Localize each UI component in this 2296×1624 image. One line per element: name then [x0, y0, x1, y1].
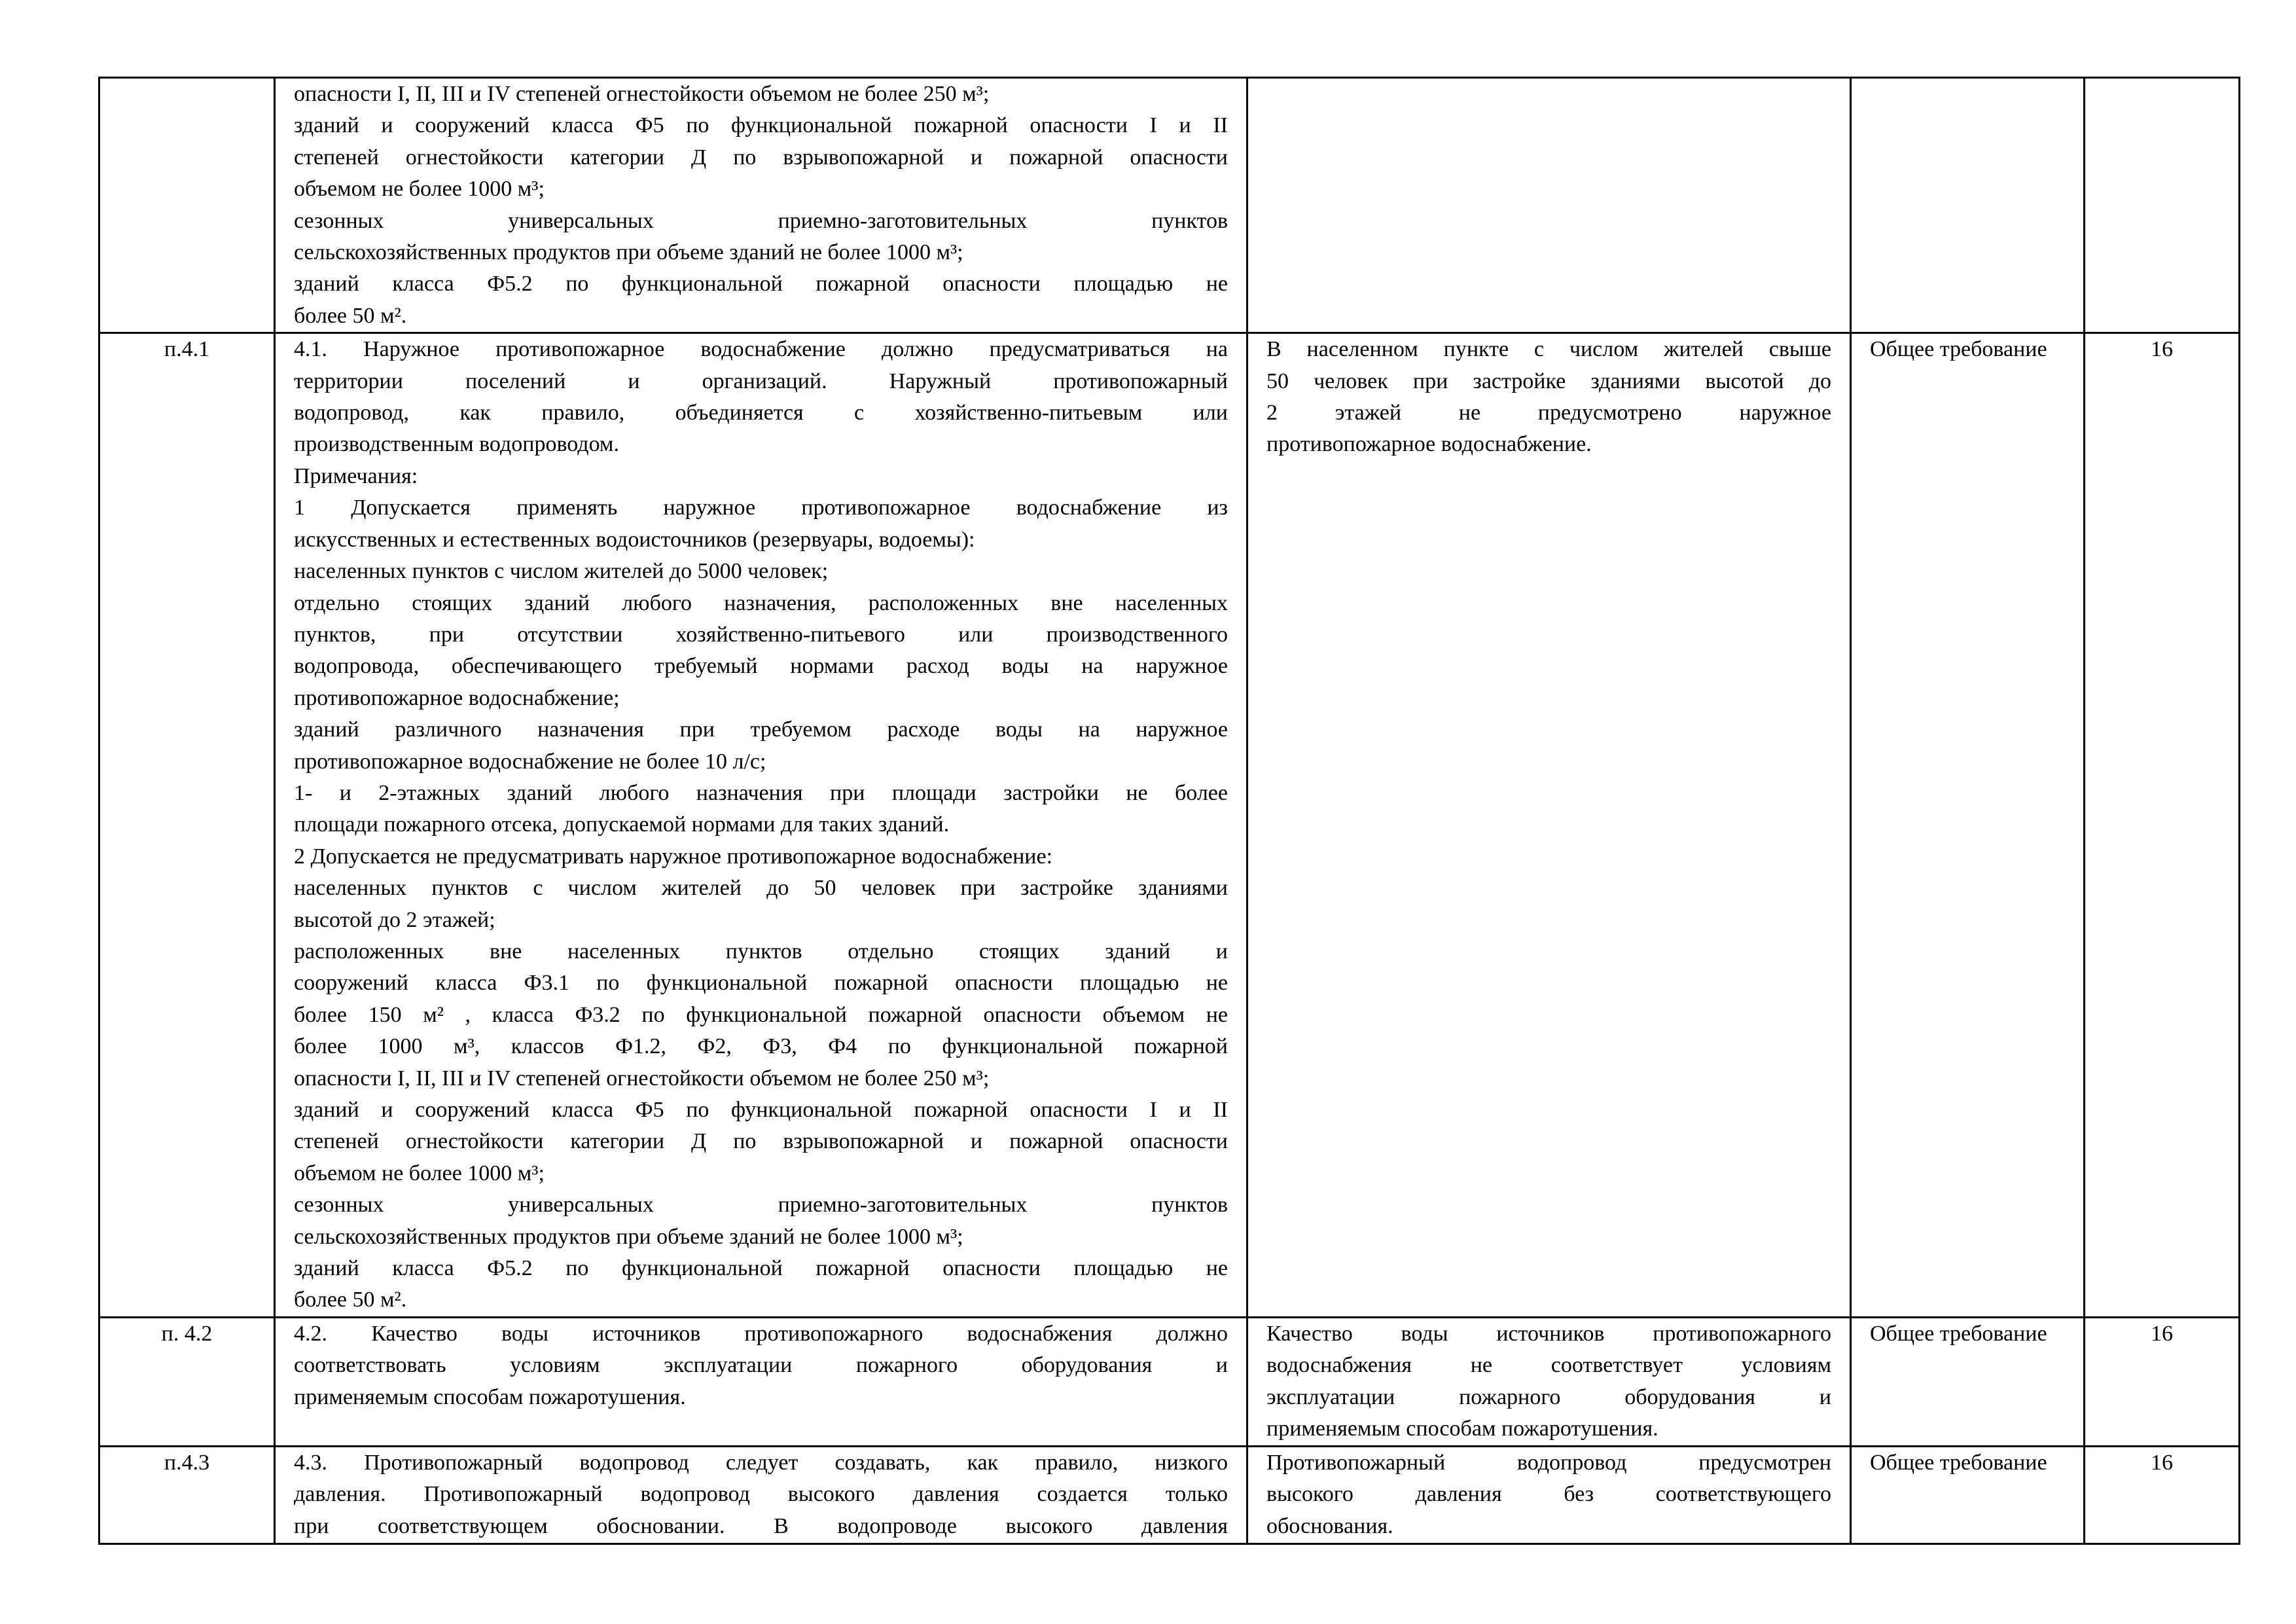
point-cell: п.4.1 [99, 333, 275, 1318]
text-line: В населенном пункте с числом жителей свыше [1266, 337, 1831, 362]
text-line: 1- и 2-этажных зданий любого назначения при площади застройки не более [294, 780, 1228, 805]
requirement-type-cell: Общее требование [1851, 333, 2085, 1318]
text-line: Качество воды источников противопожарного [1266, 1321, 1831, 1346]
text-line: обоснования. [1266, 1513, 1393, 1538]
requirement-cell [275, 1317, 1247, 1446]
text-line: применяемым способам пожаротушения. [294, 1384, 686, 1409]
text-line: площади пожарного отсека, допускаемой нормами для таких зданий. [294, 812, 950, 837]
text-line: высотой до 2 этажей; [294, 907, 495, 932]
requirement-type-cell [1851, 78, 2085, 333]
text-line: более 50 м². [294, 303, 407, 328]
text-line: территории поселений и организаций. Наружный противопожарный [294, 369, 1228, 393]
text-line: отдельно стоящих зданий любого назначения, расположенных вне населенных [294, 590, 1228, 615]
text-line: опасности I, II, III и IV степеней огнестойкости объемом не более 250 м³; [294, 82, 990, 106]
text-line: зданий различного назначения при требуемом расходе воды на наружное [294, 717, 1228, 742]
point-cell: п. 4.2 [99, 1317, 275, 1446]
table-row [99, 1446, 2240, 1543]
table-row [99, 78, 2240, 333]
text-line: Примечания: [294, 463, 418, 488]
text-line: расположенных вне населенных пунктов отдельно стоящих зданий и [294, 939, 1228, 964]
text-line: более 1000 м³, классов Ф1.2, Ф2, Ф3, Ф4 по функциональной пожарной [294, 1034, 1228, 1059]
text-line: 4.3. Противопожарный водопровод следует создавать, как правило, низкого [294, 1450, 1228, 1475]
table-row [99, 1317, 2240, 1446]
text-line: соответствовать условиям эксплуатации пожарного оборудования и [294, 1353, 1228, 1378]
requirement-cell [275, 1446, 1247, 1543]
text-line: 2 Допускается не предусматривать наружное противопожарное водоснабжение: [294, 844, 1053, 869]
text-line: сельскохозяйственных продуктов при объеме зданий не более 1000 м³; [294, 240, 963, 265]
text-line: водоснабжения не соответствует условиям [1266, 1353, 1831, 1378]
requirement-type-cell: Общее требование [1851, 1446, 2085, 1543]
violation-cell [1247, 78, 1851, 333]
text-line: 50 человек при застройке зданиями высотой до [1266, 369, 1831, 393]
fine-cell [2085, 78, 2240, 333]
point-cell: п.4.3 [99, 1446, 275, 1543]
fine-cell: 16 [2085, 333, 2240, 1318]
text-line: объемом не более 1000 м³; [294, 177, 545, 202]
text-line: сезонных универсальных приемно-заготовительных пунктов [294, 1193, 1228, 1218]
text-line: давления. Противопожарный водопровод высокого давления создается только [294, 1482, 1228, 1507]
fine-cell: 16 [2085, 1317, 2240, 1446]
text-line: сезонных универсальных приемно-заготовительных пунктов [294, 208, 1228, 233]
text-line: противопожарное водоснабжение. [1266, 432, 1592, 457]
text-line: более 50 м². [294, 1288, 407, 1312]
table-row [99, 333, 2240, 1318]
text-line: 1 Допускается применять наружное противопожарное водоснабжение из [294, 496, 1228, 520]
text-line: пунктов, при отсутствии хозяйственно-питьевого или производственного [294, 622, 1228, 647]
text-line: противопожарное водоснабжение не более 10 л/с; [294, 749, 766, 774]
text-line: зданий класса Ф5.2 по функциональной пожарной опасности площадью не [294, 1256, 1228, 1281]
text-line: водопровод, как правило, объединяется с хозяйственно-питьевым или [294, 401, 1228, 425]
violation-cell [1247, 1446, 1851, 1543]
text-line: 4.2. Качество воды источников противопожарного водоснабжения должно [294, 1321, 1228, 1346]
text-line: более 150 м² , класса Ф3.2 по функциональной пожарной опасности объемом не [294, 1002, 1228, 1027]
requirement-cell [275, 78, 1247, 333]
text-line: населенных пунктов с числом жителей до 50 человек при застройке зданиями [294, 876, 1228, 901]
text-line: применяемым способам пожаротушения. [1266, 1416, 1659, 1441]
requirements-table [98, 77, 2240, 1545]
violation-cell [1247, 333, 1851, 1318]
text-line: высокого давления без соответствующего [1266, 1482, 1831, 1507]
requirement-type-cell: Общее требование [1851, 1317, 2085, 1446]
text-line: сооружений класса Ф3.1 по функциональной пожарной опасности площадью не [294, 971, 1228, 996]
text-line: водопровода, обеспечивающего требуемый нормами расход воды на наружное [294, 654, 1228, 679]
text-line: 4.1. Наружное противопожарное водоснабжение должно предусматриваться на [294, 337, 1228, 362]
fine-cell: 16 [2085, 1446, 2240, 1543]
text-line: зданий класса Ф5.2 по функциональной пожарной опасности площадью не [294, 272, 1228, 297]
text-line: объемом не более 1000 м³; [294, 1161, 545, 1185]
text-line: искусственных и естественных водоисточников (резервуары, водоемы): [294, 527, 975, 552]
text-line: опасности I, II, III и IV степеней огнестойкости объемом не более 250 м³; [294, 1066, 990, 1091]
text-line: при соответствующем обосновании. В водопроводе высокого давления [294, 1513, 1228, 1538]
text-line: производственным водопроводом. [294, 432, 619, 457]
point-cell [99, 78, 275, 333]
text-line: 2 этажей не предусмотрено наружное [1266, 401, 1831, 425]
text-line: зданий и сооружений класса Ф5 по функциональной пожарной опасности I и II [294, 1098, 1228, 1122]
violation-cell [1247, 1317, 1851, 1446]
text-line: противопожарное водоснабжение; [294, 685, 620, 710]
text-line: степеней огнестойкости категории Д по взрывопожарной и пожарной опасности [294, 145, 1228, 170]
requirement-cell [275, 333, 1247, 1318]
text-line: степеней огнестойкости категории Д по взрывопожарной и пожарной опасности [294, 1129, 1228, 1154]
text-line: Противопожарный водопровод предусмотрен [1266, 1450, 1831, 1475]
text-line: населенных пунктов с числом жителей до 5000 человек; [294, 559, 829, 584]
text-line: сельскохозяйственных продуктов при объеме зданий не более 1000 м³; [294, 1224, 963, 1249]
text-line: зданий и сооружений класса Ф5 по функциональной пожарной опасности I и II [294, 113, 1228, 138]
text-line: эксплуатации пожарного оборудования и [1266, 1384, 1831, 1409]
